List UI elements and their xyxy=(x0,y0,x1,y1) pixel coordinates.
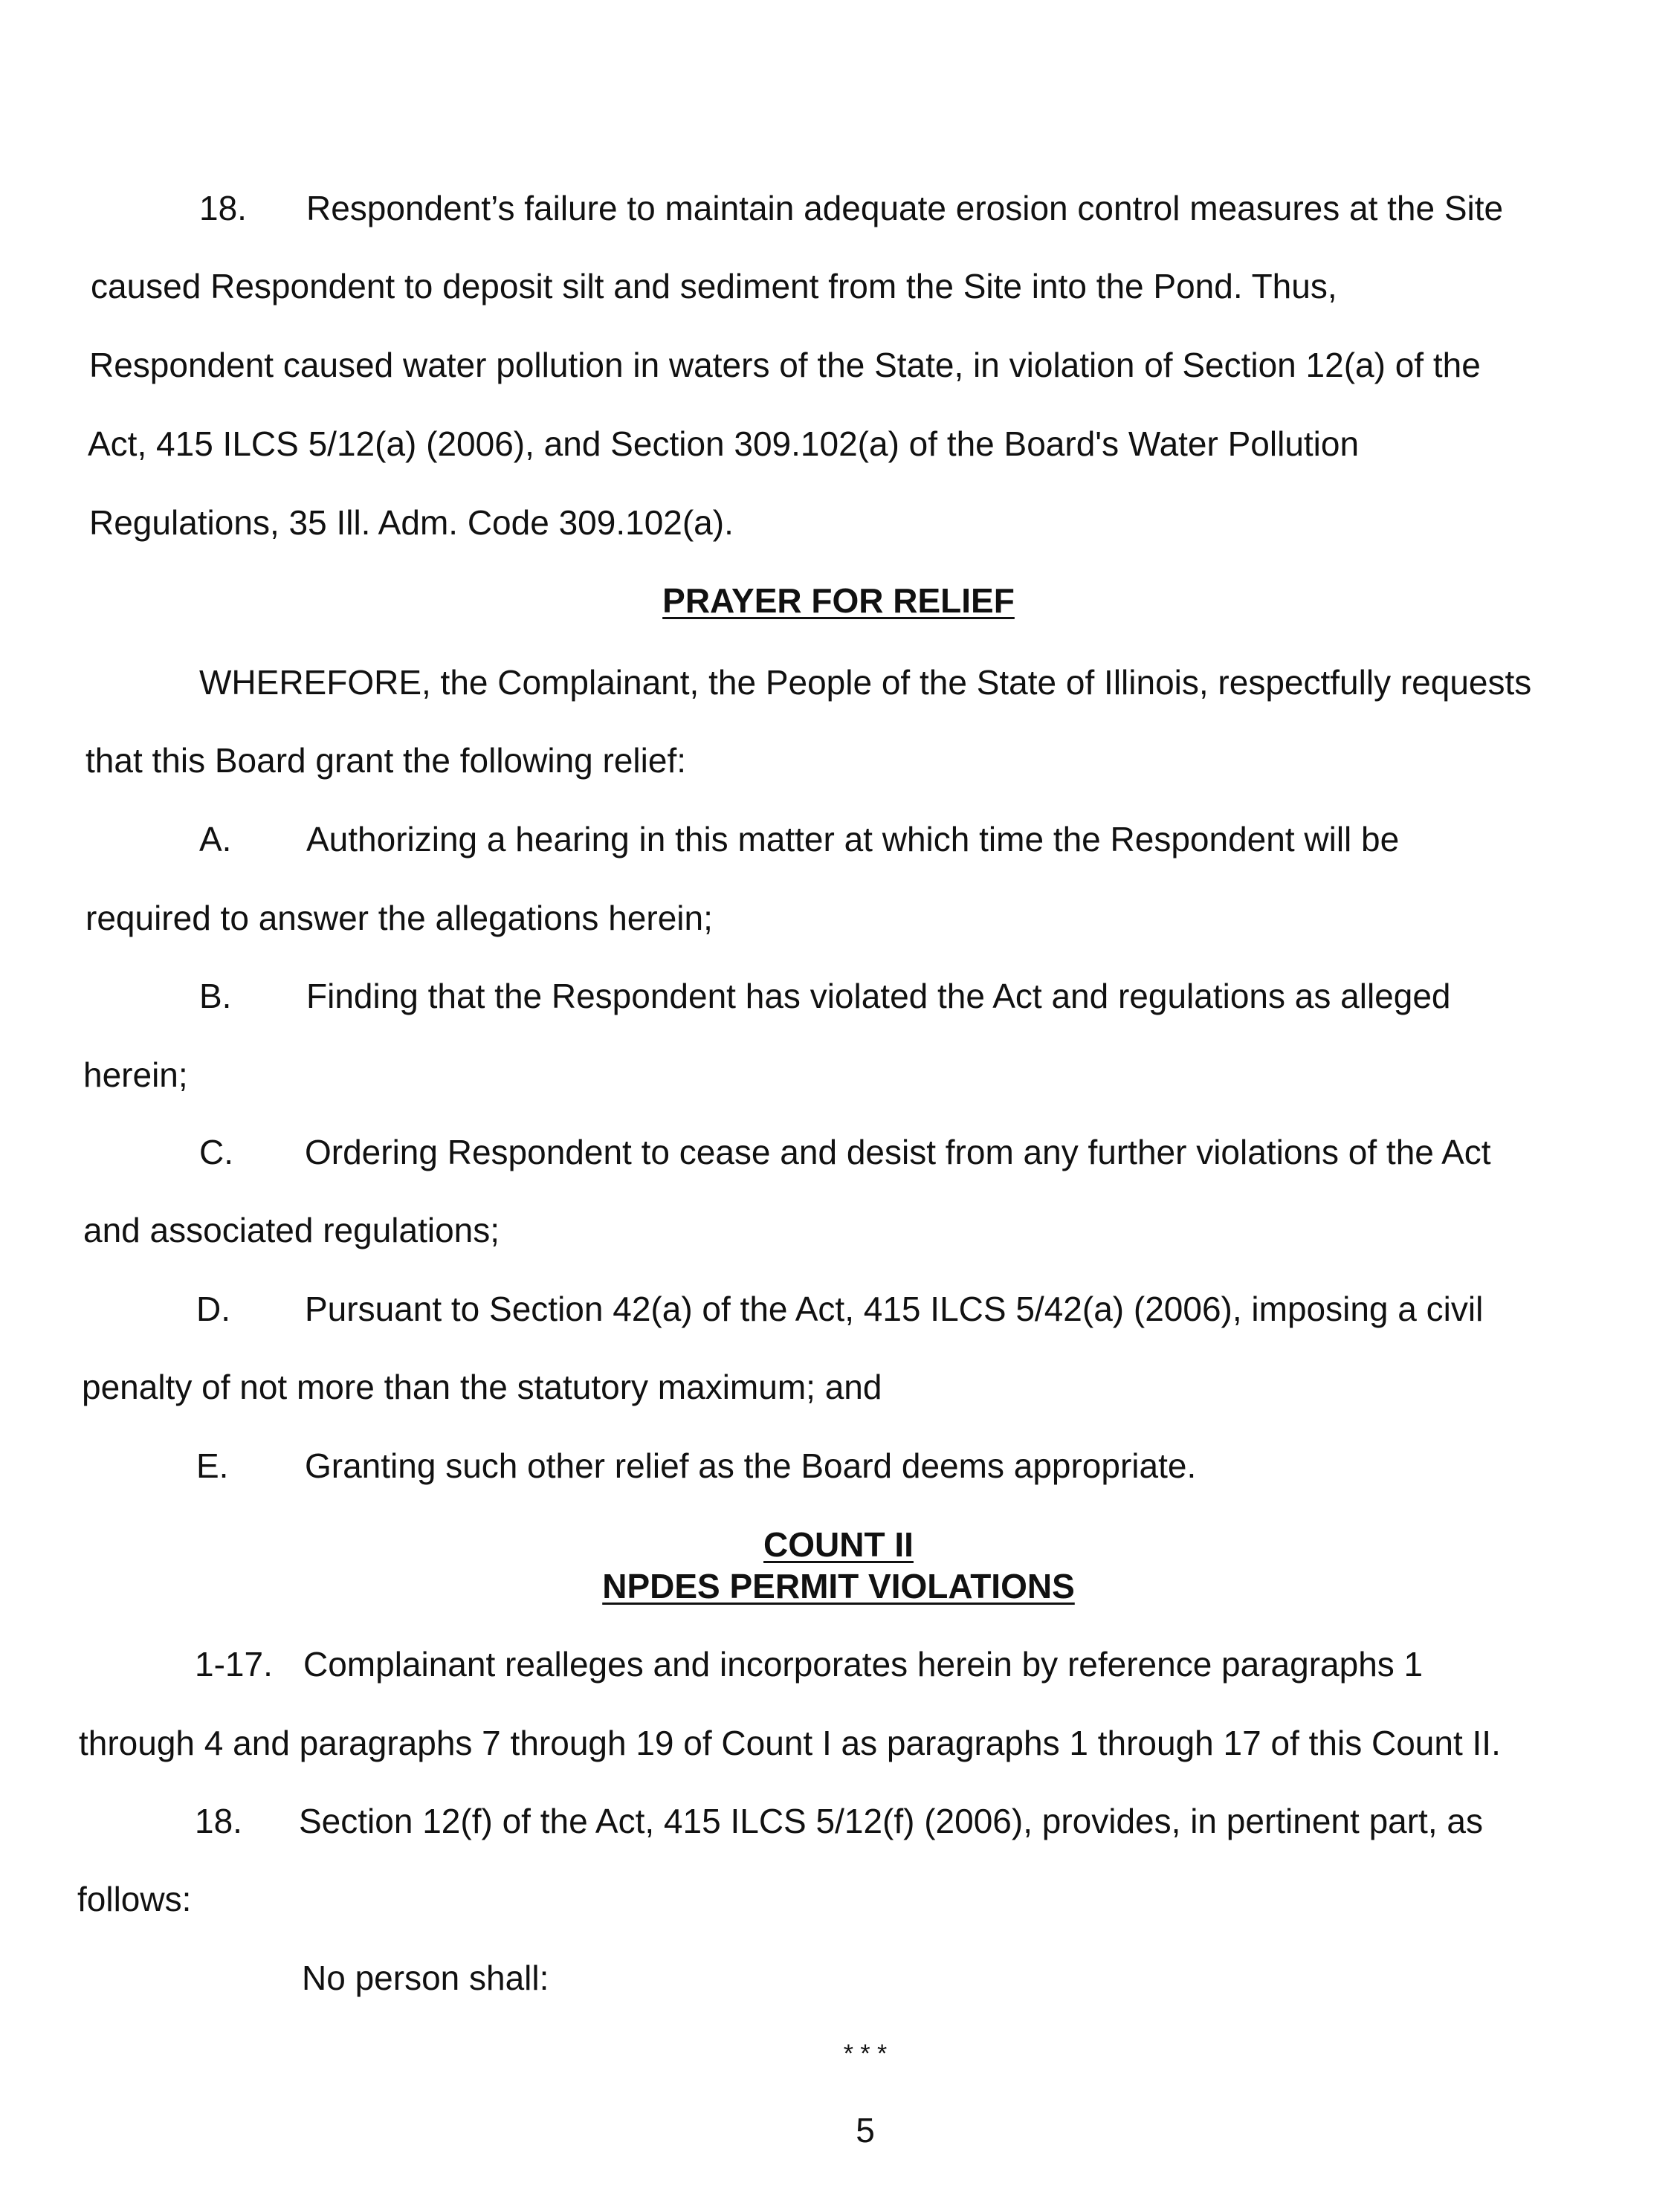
prayer-for-relief-heading: PRAYER FOR RELIEF xyxy=(662,581,1015,620)
relief-letter: C. xyxy=(199,1133,233,1171)
page-number: 5 xyxy=(856,2111,875,2150)
paragraph-number: 18. xyxy=(199,189,247,227)
relief-text: and associated regulations; xyxy=(83,1211,500,1249)
relief-letter: B. xyxy=(199,977,232,1015)
relief-text: Authorizing a hearing in this matter at which time the Respondent will be xyxy=(306,820,1400,858)
paragraph-number: 18. xyxy=(195,1802,242,1840)
paragraph-line: Regulations, 35 Ill. Adm. Code 309.102(a). xyxy=(89,503,734,542)
paragraph-line: Complainant realleges and incorporates herein by reference paragraphs 1 xyxy=(303,1645,1424,1684)
count-title: COUNT II xyxy=(763,1525,914,1564)
paragraph-number: 1-17. xyxy=(195,1645,273,1684)
paragraph-line: WHEREFORE, the Complainant, the People of the State of Illinois, respectfully requests xyxy=(199,663,1532,702)
paragraph-line: follows: xyxy=(77,1880,192,1918)
relief-letter: A. xyxy=(199,820,232,858)
relief-letter: D. xyxy=(196,1290,230,1328)
paragraph-line: through 4 and paragraphs 7 through 19 of Count I as paragraphs 1 through 17 of this Count II. xyxy=(79,1724,1501,1762)
quote-intro: No person shall: xyxy=(302,1959,549,1997)
count-subtitle: NPDES PERMIT VIOLATIONS xyxy=(602,1567,1075,1605)
paragraph-line: Respondent caused water pollution in waters of the State, in violation of Section 12(a) of the xyxy=(89,346,1481,384)
paragraph-line: caused Respondent to deposit silt and sediment from the Site into the Pond. Thus, xyxy=(91,267,1337,305)
relief-text: herein; xyxy=(83,1055,188,1094)
relief-text: Granting such other relief as the Board deems appropriate. xyxy=(305,1446,1197,1485)
paragraph-line: Section 12(f) of the Act, 415 ILCS 5/12(f) (2006), provides, in pertinent part, as xyxy=(299,1802,1483,1840)
relief-text: required to answer the allegations herein; xyxy=(85,899,713,937)
paragraph-line: Act, 415 ILCS 5/12(a) (2006), and Section 309.102(a) of the Board's Water Pollution xyxy=(88,424,1360,463)
relief-text: Finding that the Respondent has violated the Act and regulations as alleged xyxy=(306,977,1451,1015)
ellipsis-stars: * * * xyxy=(843,2040,888,2068)
paragraph-line: Respondent’s failure to maintain adequate erosion control measures at the Site xyxy=(306,189,1504,227)
relief-letter: E. xyxy=(196,1446,229,1485)
relief-text: Pursuant to Section 42(a) of the Act, 415 ILCS 5/42(a) (2006), imposing a civil xyxy=(305,1290,1484,1328)
relief-text: Ordering Respondent to cease and desist from any further violations of the Act xyxy=(305,1133,1491,1171)
relief-text: penalty of not more than the statutory maximum; and xyxy=(82,1368,882,1406)
paragraph-line: that this Board grant the following relief: xyxy=(85,741,687,780)
